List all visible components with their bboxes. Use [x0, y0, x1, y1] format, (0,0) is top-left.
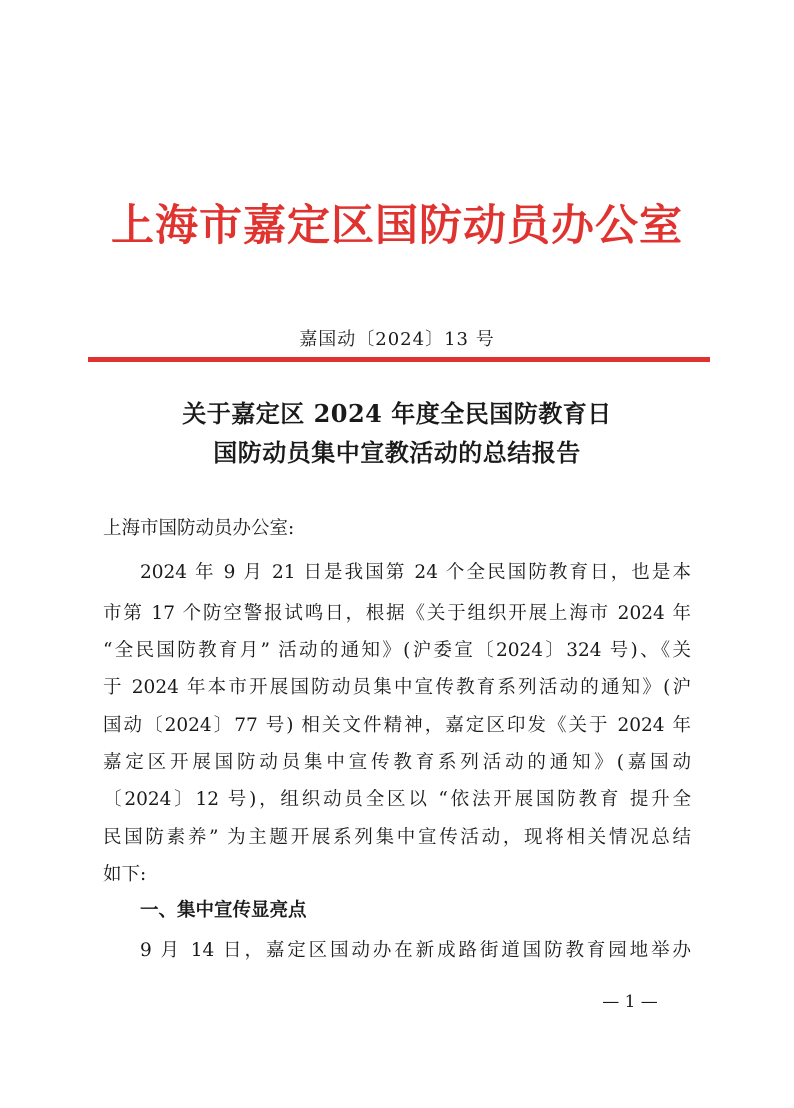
salutation: 上海市国防动员办公室:	[103, 518, 295, 539]
body-line: 〔2024〕12 号)，组织动员全区以 “依法开展国防教育 提升全	[103, 789, 691, 810]
document-title	[60, 394, 734, 472]
body-line: 市第 17 个防空警报试鸣日，根据《关于组织开展上海市 2024 年	[103, 603, 691, 624]
body-line: 如下:	[103, 864, 147, 885]
issuer-letterhead: 上海市嘉定区国防动员办公室	[111, 201, 683, 251]
section-body-line: 9 月 14 日，嘉定区国动办在新成路街道国防教育园地举办	[140, 940, 691, 961]
red-divider-line	[88, 357, 710, 362]
section-heading: 一、集中宣传显亮点	[140, 900, 307, 921]
document-number: 嘉国动〔2024〕13 号	[299, 329, 495, 350]
body-line: “全民国防教育月” 活动的通知》(沪委宣〔2024〕324 号)、《关	[103, 640, 691, 661]
title-line-2: 国防动员集中宣教活动的总结报告	[213, 438, 581, 467]
body-line: 2024 年 9 月 21 日是我国第 24 个全民国防教育日，也是本	[140, 562, 691, 583]
title-line-1: 关于嘉定区 2024 年度全民国防教育日	[182, 399, 612, 428]
body-line: 嘉定区开展国防动员集中宣传教育系列活动的通知》(嘉国动	[103, 752, 691, 773]
body-line: 国动〔2024〕77 号) 相关文件精神，嘉定区印发《关于 2024 年	[103, 715, 691, 736]
body-line: 民国防素养” 为主题开展系列集中宣传活动，现将相关情况总结	[103, 827, 691, 848]
page-number: — 1 —	[602, 992, 658, 1012]
body-line: 于 2024 年本市开展国防动员集中宣传教育系列活动的通知》(沪	[103, 677, 691, 698]
